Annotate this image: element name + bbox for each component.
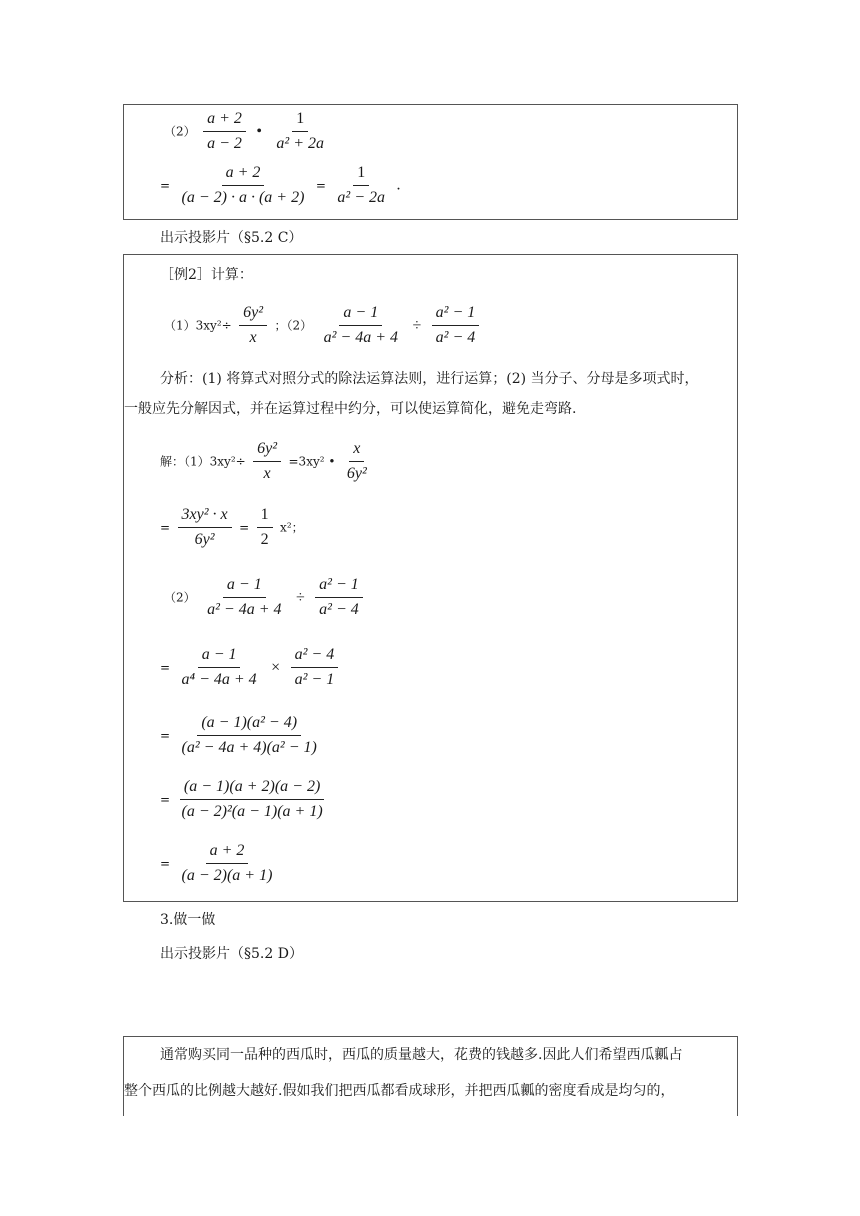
fraction: $\frac{1}{\text{a² + 2a}}$ — [276, 110, 324, 152]
example-box — [123, 254, 738, 902]
fraction: $\frac{1}{2}$ — [257, 505, 273, 550]
fraction: $\frac{a - 1}{\text{a² − 4a + 4}}$ — [323, 304, 398, 346]
fraction: $\frac{\text{3xy² · x}}{\text{6y²}}$ — [178, 505, 232, 550]
solution-2-label: （2） — [164, 590, 196, 605]
fraction: $\frac{\text{a² − 1}}{\text{a² − 4}}$ — [315, 575, 363, 620]
fraction: $\frac{a - 1}{\text{a⁴ − 4a + 4}}$ — [181, 646, 257, 688]
worked-step-box — [123, 104, 738, 220]
section-heading-c: 出示投影片（§5.2 C） — [160, 230, 303, 246]
problem-box — [123, 1036, 738, 1116]
period: . — [396, 176, 401, 194]
step-3-row — [160, 777, 330, 822]
equals-sign: = — [239, 520, 250, 535]
expression-row-1 — [164, 109, 331, 154]
section-heading-3: 3.做一做 — [160, 912, 216, 928]
question-row — [164, 303, 482, 348]
equals-sign: = — [160, 856, 171, 871]
section-heading-d: 出示投影片（§5.2 D） — [160, 946, 303, 962]
equals-sign: = — [315, 178, 326, 193]
question-1-label: （1）3xy²÷ — [164, 318, 232, 333]
fraction: $\frac{\text{a² − 4}}{\text{a² − 1}}$ — [291, 645, 339, 690]
fraction: $\frac{\text{6y²}}{x}$ — [253, 439, 281, 484]
fraction: $\frac{a + 2}{a - 2}$ — [203, 109, 246, 154]
fraction: $\frac{\text{(a − 1)(a² − 4)}}{\text{(a² − 4a + 4)(a² − 1)}}$ — [181, 714, 317, 756]
equals-sign: = — [160, 660, 171, 675]
equals-sign: = — [160, 520, 171, 535]
fraction: $\frac{\text{6y²}}{x}$ — [239, 303, 267, 348]
divide-sign: ÷ — [412, 316, 422, 334]
expression-row-2 — [160, 163, 400, 208]
fraction: $\frac{1}{\text{a² − 2a}}$ — [337, 164, 385, 206]
fraction: $\frac{a + 2}{(a - 2) \cdot a \cdot (a + 2)}$ — [181, 164, 305, 206]
step-2-row — [160, 713, 324, 758]
example-title: ［例2］计算： — [160, 267, 253, 283]
solution-tail: x²； — [280, 520, 304, 535]
step-1-row — [160, 645, 341, 690]
question-separator: ；（2） — [274, 318, 313, 333]
equals-sign: = — [160, 178, 171, 193]
fraction: $\frac{a - 1}{\text{a² − 4a + 4}}$ — [207, 576, 282, 618]
solution-2-row — [164, 575, 366, 620]
solution-1-row — [160, 439, 374, 484]
part-label: （2） — [164, 124, 196, 139]
solution-label: 解：（1）3xy²÷ — [160, 454, 246, 469]
fraction: $\frac{\text{a² − 1}}{\text{a² − 4}}$ — [432, 303, 480, 348]
analysis-line-2: 一般应先分解因式，并在运算过程中约分，可以使运算简化，避免走弯路. — [124, 401, 577, 417]
equals-sign: = — [160, 792, 171, 807]
solution-1-result-row — [160, 505, 304, 550]
step-4-row — [160, 841, 279, 886]
times-sign: × — [271, 658, 281, 676]
problem-line-2: 整个西瓜的比例越大越好.假如我们把西瓜都看成球形，并把西瓜瓤的密度看成是均匀的， — [124, 1083, 675, 1099]
solution-mid: =3xy² • — [288, 454, 336, 469]
fraction: $\frac{x}{\text{6y²}}$ — [346, 440, 367, 482]
equals-sign: = — [160, 728, 171, 743]
fraction: $\frac{(a - 1)(a + 2)(a - 2)}{\text{(a − 2)²(a − 1)(a + 1)}}$ — [181, 778, 323, 820]
analysis-line-1: 分析：(1) 将算式对照分式的除法运算法则，进行运算；(2) 当分子、分母是多项式时， — [160, 371, 699, 387]
divide-sign: ÷ — [295, 588, 305, 606]
multiply-dot: • — [256, 122, 262, 140]
fraction: $\frac{a + 2}{(a - 2)(a + 1)}$ — [181, 842, 273, 884]
problem-line-1: 通常购买同一品种的西瓜时，西瓜的质量越大，花费的钱越多.因此人们希望西瓜瓤占 — [160, 1047, 683, 1063]
